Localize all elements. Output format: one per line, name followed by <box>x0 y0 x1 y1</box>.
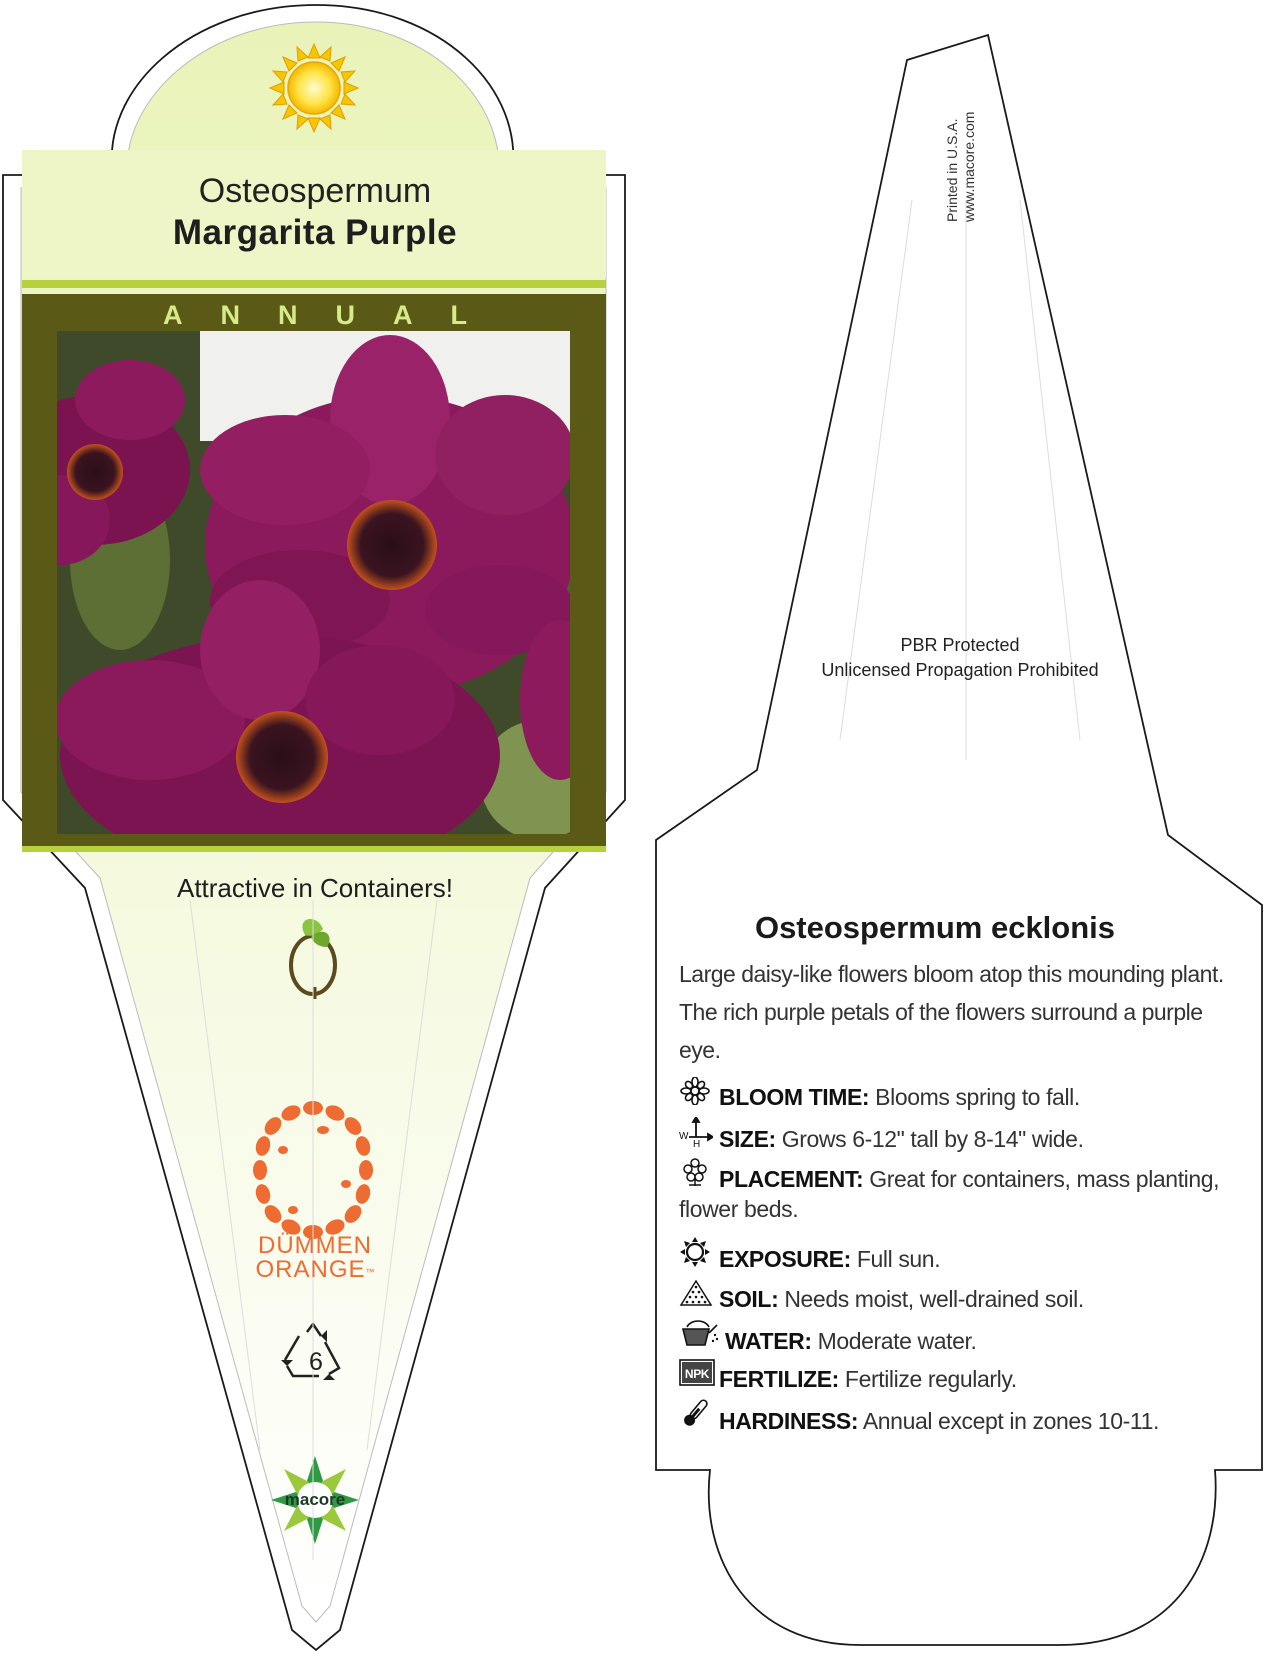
care-label-size: SIZE: <box>719 1126 776 1152</box>
care-label-placement: PLACEMENT: <box>719 1166 864 1192</box>
watering-can-icon <box>679 1317 725 1355</box>
care-row-hardiness <box>679 1397 1159 1435</box>
brand-name-line2 <box>0 1256 630 1284</box>
care-label-exposure: EXPOSURE: <box>719 1246 851 1272</box>
plant-description: Large daisy-like flowers bloom atop this mounding plant. The rich purple petals of the flowers surround a purple eye. <box>679 961 1224 1063</box>
care-row-fertilize <box>679 1357 1017 1393</box>
care-text-size: Grows 6-12" tall by 8-14" wide. <box>775 1126 1084 1152</box>
full-sun-icon <box>270 44 358 132</box>
care-row-bloom <box>679 1077 1080 1111</box>
care-row-exposure <box>679 1237 940 1273</box>
care-text-exposure: Full sun. <box>850 1246 941 1272</box>
species-name: Osteospermum ecklonis <box>754 910 1116 945</box>
resin-code: 6 <box>309 1348 323 1376</box>
care-label-fertilize: FERTILIZE: <box>719 1366 839 1392</box>
brand-name-line1: DÜMMEN <box>258 1232 372 1259</box>
website-text: www.macore.com <box>961 111 977 222</box>
npk-icon-text: NPK <box>684 1367 710 1381</box>
care-label-bloom: BLOOM TIME: <box>719 1084 870 1110</box>
care-label-hardiness: HARDINESS: <box>719 1408 859 1434</box>
npk-icon <box>679 1357 719 1393</box>
care-text-water: Moderate water. <box>811 1328 977 1354</box>
care-label-water: WATER: <box>725 1328 812 1354</box>
care-text-fertilize: Fertilize regularly. <box>838 1366 1017 1392</box>
pbr-line2: Unlicensed Propagation Prohibited <box>821 660 1099 680</box>
plant-genus: Osteospermum <box>198 172 432 210</box>
pbr-line1: PBR Protected <box>900 635 1020 655</box>
size-icon-w: W <box>679 1131 689 1142</box>
macore-logo-text: macore <box>284 1490 346 1509</box>
size-icon-h: H <box>693 1139 700 1147</box>
plant-type-label: ANNUAL <box>163 300 505 330</box>
care-text-hardiness: Annual except in zones 10-11. <box>858 1408 1159 1434</box>
plant-cultivar: Margarita Purple <box>172 213 458 252</box>
care-row-soil <box>679 1277 1084 1313</box>
placement-icon <box>679 1157 719 1193</box>
care-row-size <box>679 1117 1084 1153</box>
trademark-mark: ™ <box>365 1267 375 1277</box>
care-text-bloom: Blooms spring to fall. <box>869 1084 1080 1110</box>
brand-name-line2-text: ORANGE <box>255 1256 366 1283</box>
care-row-placement <box>679 1157 1219 1193</box>
care-label-soil: SOIL: <box>719 1286 779 1312</box>
care-row-placement-continued: flower beds. <box>679 1196 799 1222</box>
sun-icon <box>679 1237 719 1273</box>
care-text-placement: Great for containers, mass planting, <box>863 1166 1220 1192</box>
soil-icon <box>679 1277 719 1313</box>
tagline: Attractive in Containers! <box>176 873 453 903</box>
thermometer-icon <box>679 1397 719 1435</box>
printed-in-text: Printed in U.S.A. <box>944 118 960 222</box>
printed-in-note <box>944 52 978 222</box>
flower-icon <box>679 1077 719 1111</box>
size-icon <box>679 1117 719 1153</box>
care-row-water <box>679 1317 977 1355</box>
care-text-soil: Needs moist, well-drained soil. <box>778 1286 1084 1312</box>
flower-photo <box>0 331 600 875</box>
